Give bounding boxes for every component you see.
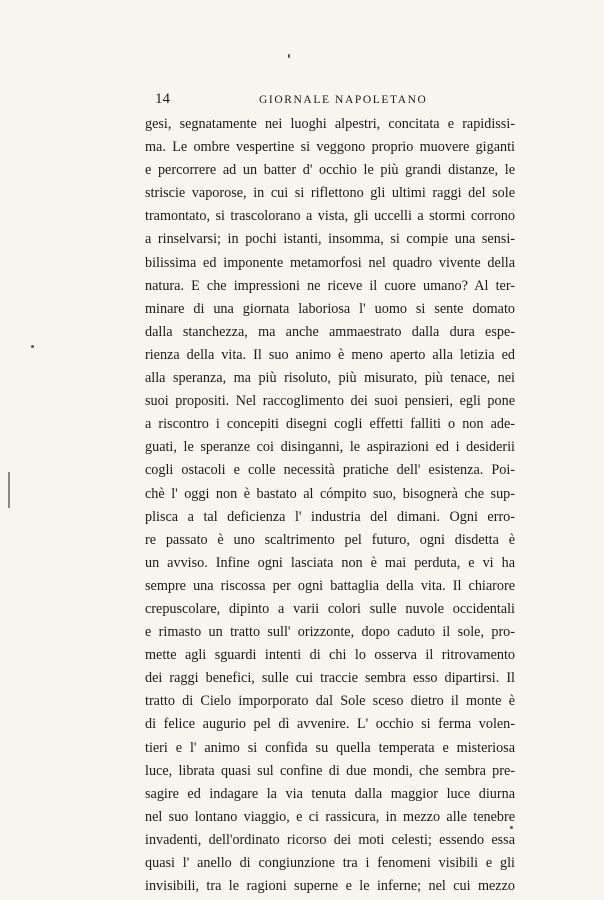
text-line: ma. Le ombre vespertine si veggono proprio muovere giganti [145,139,515,156]
text-line: dalla stanchezza, ma anche ammaestrato dalla dura espe- [145,323,515,340]
text-line: nel suo lontano viaggio, e ci rassicura, in mezzo alle tenebre [145,808,515,825]
scan-speck [288,54,290,58]
text-line: minare di una giornata laboriosa l' uomo si sente domato [145,300,515,317]
text-line: luce, librata quasi sul confine di due mondi, che sembra pre- [145,762,515,779]
text-line: sempre una riscossa per ogni battaglia della vita. Il chiarore [145,577,515,594]
text-line: a rinselvarsi; in pochi istanti, insomma, si compie una sensi- [145,231,515,248]
text-line: cogli ostacoli e colle necessità pratiche dell' esistenza. Poi- [145,462,515,479]
text-line: alla speranza, ma più risoluto, più misurato, più tenace, nei [145,370,515,387]
text-line: bilissima ed imponente metamorfosi nel quadro vivente della [145,254,515,271]
text-line: guati, le speranze coi disinganni, le aspirazioni ed i desiderii [145,439,515,456]
text-line: tratto di Cielo imporporato dal Sole sceso dietro il monte è [145,693,515,710]
text-line: natura. E che impressioni ne riceve il cuore umano? Al ter- [145,277,515,294]
text-line: e percorrere ad un batter d' occhio le più grandi distanze, le [145,162,515,179]
text-line: crepuscolare, dipinto a varii colori sulle nuvole occidentali [145,600,515,617]
text-line: mette agli sguardi intenti di chi lo osserva il ritrovamento [145,647,515,664]
text-line: invisibili, tra le ragioni superne e le inferne; nel cui mezzo [145,878,515,895]
text-line: gesi, segnatamente nei luoghi alpestri, concitata e rapidissi- [145,116,515,132]
text-line: rienza della vita. Il suo animo è meno aperto alla letizia ed [145,346,515,363]
text-line: plisca a tal deficienza l' industria del dimani. Ogni erro- [145,508,515,525]
text-line: sagire ed indagare la via tenuta dalla maggior luce diurna [145,785,515,802]
running-title: GIORNALE NAPOLETANO [259,94,428,106]
scan-edge-mark [8,472,10,508]
text-line: re passato è uno scaltrimento pel futuro, ogni disdetta è [145,531,515,548]
text-line: suoi propositi. Nel raccoglimento dei suoi pensieri, egli pone [145,393,515,410]
scan-speck [31,345,34,348]
text-line: invadenti, dell'ordinato ricorso dei moti celesti; essendo essa [145,831,515,848]
text-line: a riscontro i concepiti disegni cogli effetti falliti o non ade- [145,416,515,433]
body-text [145,113,515,898]
text-line: striscie vaporose, in cui si riflettono gli ultimi raggi del sole [145,185,515,202]
text-line: dei raggi benefici, sulle cui traccie sembra esso dipartirsi. Il [145,670,515,687]
page-header [155,91,515,111]
page-number: 14 [155,91,170,107]
text-line: di felice augurio pel dì avvenire. L' occhio si ferma volen- [145,716,515,733]
text-line: tieri e l' animo si confida su quella temperata e misteriosa [145,739,515,756]
text-line: un avviso. Infine ogni lasciata non è mai perduta, e vi ha [145,554,515,571]
text-line: e rimasto un tratto sull' orizzonte, dopo caduto il sole, pro- [145,624,515,641]
text-line: quasi l' anello di congiunzione tra i fenomeni visibili e gli [145,855,515,871]
text-line: chè l' oggi non è bastato al cómpito suo, bisognerà che sup- [145,485,515,502]
text-line: tramontato, si trascolorano a vista, gli uccelli a stormi corrono [145,208,515,225]
